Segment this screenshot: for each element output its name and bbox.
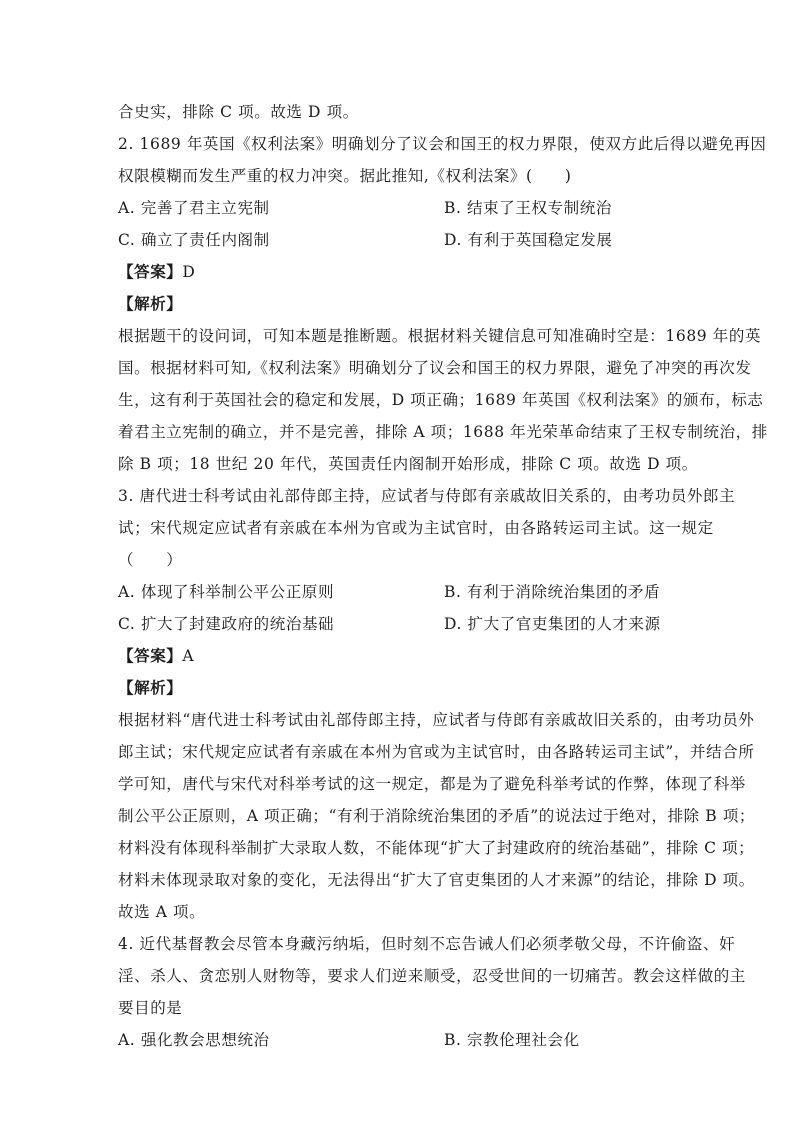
q3-stem-line-2: 试；宋代规定应试者有亲戚在本州为官或为主试官时，由各路转运司主试。这一规定	[118, 519, 714, 537]
q3-analysis-line-3: 学可知，唐代与宋代对科举考试的这一规定，都是为了避免科举考试的作弊，体现了科举	[118, 775, 746, 793]
q4-option-a: A. 强化教会思想统治	[118, 1031, 270, 1049]
q3-analysis-label: 【解析】	[118, 678, 183, 697]
question-4	[118, 928, 746, 1056]
q3-options-row-1	[118, 576, 678, 608]
q2-answer-label: 【答案】	[118, 262, 183, 281]
q4-option-b: B. 宗教伦理社会化	[444, 1031, 580, 1049]
q3-option-c: C. 扩大了封建政府的统治基础	[118, 615, 335, 633]
q2-answer	[118, 256, 678, 288]
q2-stem-line-2: 权限模糊而发生严重的权力冲突。据此推知,《权利法案》( )	[118, 167, 572, 185]
q3-answer-label: 【答案】	[118, 646, 183, 665]
q3-stem-line-3: （ ）	[118, 551, 183, 569]
q2-option-a: A. 完善了君主立宪制	[118, 199, 270, 217]
q2-analysis-heading	[118, 288, 678, 320]
q2-analysis-line-5: 除 B 项；18 世纪 20 年代，英国责任内阁制开始形成，排除 C 项。故选 D 项。	[118, 455, 698, 473]
document-page	[118, 96, 768, 1056]
q2-options-row-1	[118, 192, 678, 224]
q4-stem-line-1: 4. 近代基督教会尽管本身藏污纳垢，但时刻不忘告诫人们必须孝敬父母，不许偷盗、奸	[118, 935, 736, 953]
q3-stem-line-1: 3. 唐代进士科考试由礼部侍郎主持，应试者与侍郎有亲戚故旧关系的，由考功员外郎主	[118, 487, 736, 505]
q2-analysis-label: 【解析】	[118, 294, 183, 313]
q2-analysis-line-3: 生，这有利于英国社会的稳定和发展，D 项正确；1689 年英国《权利法案》的颁布，标志	[118, 391, 764, 409]
q3-answer-value: A	[182, 647, 195, 665]
q2-option-b: B. 结束了王权专制统治	[444, 199, 612, 217]
q2-options-row-2	[118, 224, 678, 256]
q4-stem-line-3: 要目的是	[118, 999, 183, 1017]
q3-analysis-line-5: 材料没有体现科举制扩大录取人数，不能体现“扩大了封建政府的统治基础”，排除 C 项；	[118, 839, 755, 857]
q2-analysis-line-4: 着君主立宪制的确立，并不是完善，排除 A 项；1688 年光荣革命结束了王权专制统治，排	[118, 423, 768, 441]
q4-stem-line-2: 淫、杀人、贪恋别人财物等，要求人们逆来顺受，忍受世间的一切痛苦。教会这样做的主	[118, 967, 746, 985]
question-2	[118, 128, 768, 480]
q2-analysis-line-1: 根据题干的设问词，可知本题是推断题。根据材料关键信息可知准确时空是：1689 年的英	[118, 327, 762, 345]
q2-stem-line-1: 2. 1689 年英国《权利法案》明确划分了议会和国王的权力界限，使双方此后得以避免再因	[118, 135, 767, 153]
q3-analysis-line-1: 根据材料“唐代进士科考试由礼部侍郎主持，应试者与侍郎有亲戚故旧关系的，由考功员外	[118, 711, 755, 729]
q3-analysis-line-6: 材料未体现录取对象的变化，无法得出“扩大了官吏集团的人才来源”的结论，排除 D 项。	[118, 871, 755, 889]
q2-answer-value: D	[182, 263, 196, 281]
q3-answer	[118, 640, 678, 672]
q3-option-a: A. 体现了科举制公平公正原则	[118, 583, 335, 601]
q4-options-row-1	[118, 1024, 678, 1056]
q2-option-d: D. 有利于英国稳定发展	[444, 231, 613, 249]
q3-analysis-line-7: 故选 A 项。	[118, 903, 206, 921]
q3-options-row-2	[118, 608, 678, 640]
q3-option-b: B. 有利于消除统治集团的矛盾	[444, 583, 661, 601]
q3-analysis-line-2: 郎主试；宋代规定应试者有亲戚在本州为官或为主试官时，由各路转运司主试”，并结合所	[118, 743, 755, 761]
q3-analysis-line-4: 制公平公正原则，A 项正确；“有利于消除统治集团的矛盾”的说法过于绝对，排除 B 项；	[118, 807, 756, 825]
q3-analysis-heading	[118, 672, 678, 704]
q2-analysis-line-2: 国。根据材料可知,《权利法案》明确划分了议会和国王的权力界限，避免了冲突的再次发	[118, 359, 752, 377]
q3-option-d: D. 扩大了官吏集团的人才来源	[444, 615, 661, 633]
prev-analysis-tail: 合史实，排除 C 项。故选 D 项。	[118, 103, 359, 121]
question-3	[118, 480, 756, 928]
q2-option-c: C. 确立了责任内阁制	[118, 231, 270, 249]
